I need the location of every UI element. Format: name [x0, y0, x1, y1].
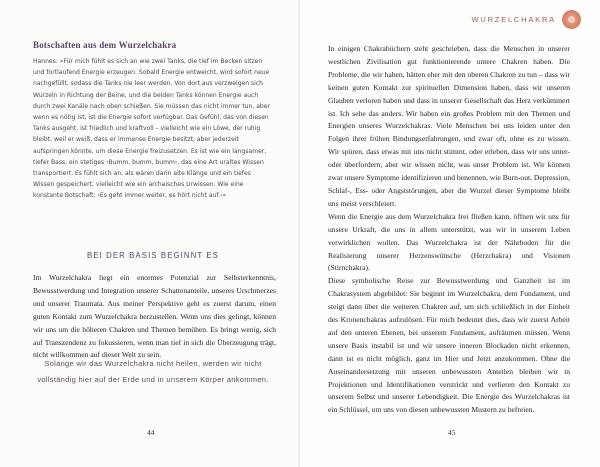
right-paragraph-1: In einigen Chakrabüchern steht geschrieben, dass die Menschen in unserer westlichen Zivilisation gut funktionierende untere Chakren haben. Die Probleme, die wir haben, hätten eher mit den oberen Chakren zu tun – dass wir keinen guten Kontakt zur spirituellen Dimension haben, dass wir unseren Glauben verloren haben und dass in unserer Gesellschaft das Herz verkümmert ist. Ich sehe das anders. Wir haben ein großes Problem mit den Themen und Energien unseres Wurzelchakras. Viele Menschen bei uns leiden unter den Folgen ihrer frühen Bindungserfahrungen, und zwar oft, ohne es zu wissen. Wir spüren, dass etwas mit uns nicht stimmt, oder erleben, dass wir uns unter- oder überfordern, aber wir wissen nicht, was unser Problem ist. Wir können zwar unsere Symptome identifizieren und benennen, wie Burn-out, Depression, Schlaf-, Ess- oder Angststörungen, aber die Wurzel dieser Symptome bleibt uns meist verschleiert. — [328, 44, 570, 208]
right-body-text — [328, 43, 570, 417]
section-title: Botschaften aus dem Wurzelchakra — [33, 40, 177, 50]
channeled-text: Hannes: »Für mich fühlt es sich an wie zwei Tanks, die tief im Becken sitzen und fortlaufend Energie erzeugen. Sobald Energie entweicht, wird sofort neue nachgefüllt, sodass die Tanks nie leer werden. Von dort aus verzweigen sich Wurzeln in Richtung der Beine, und die beiden Tanks können Energie auch durch zwei Kanäle nach oben schießen. Sie müssen das nicht immer tun, aber wenn es nötig ist, ist die Energie sofort verfügbar. Das Gefühl, das von diesen Tanks ausgeht, ist friedlich und kraftvoll – vielleicht wie ein Löwe, der ruhig bleibt, weil er weiß, dass er immense Energie besitzt, aber jederzeit aufspringen könnte, um diese Energie freizusetzen. Es ist wie ein langsamer, tiefer Bass, ein stetiges ›Bumm, bumm, bumm‹, das eine Art uraltes Wissen transportiert. Es fühlt sich an, als wären darin alte Klänge und ein tiefes Wissen gespeichert, vielleicht wie ein archaisches Urwissen. Wie eine konstante Botschaft: ›Es geht immer weiter, es hört nicht auf.‹« — [33, 58, 270, 200]
page-number-left: 44 — [147, 428, 155, 437]
right-paragraph-2: Wenn die Energie aus dem Wurzelchakra frei fließen kann, öffnen wir uns für unsere Urkraft, die uns in allem unterstützt, was wir in unserem Leben verwirklichen wollen. Das Wurzelchakra ist der Nährboden für die Realisierung unserer Herzenswünsche (Herzchakra) und Visionen (Stirnchakra). — [328, 211, 570, 273]
pull-quote: Solange wir das Wurzelchakra nicht heilen, werden wir nicht vollständig hier auf der Erde und in unserem Körper ankommen. — [37, 359, 269, 384]
sun-circle-icon — [562, 10, 581, 29]
sun-core — [568, 16, 575, 23]
sub-heading: BEI DER BASIS BEGINNT ES — [87, 251, 219, 260]
channeled-message — [33, 56, 273, 202]
page-number-right: 45 — [448, 428, 456, 437]
right-paragraph-3: Diese symbolische Reise zur Bewusstwerdung und Ganzheit ist im Chakrasystem abgebildet: Sie beginnt im Wurzelchakra, dem Fundament, und steigt dann über die weiteren Chakren auf, um sich schließlich in der Einheit des Kronenchakras aufzulösen. Für mich bedeutet dies, dass wir zuerst Arbeit auf den unteren Ebenen, bei unserem Fundament, aufräumen müssen. Wenn unsere Basis instabil ist und wir unsere inneren Blockaden nicht erkennen, dann ist es nicht möglich, ganz im Hier und Jetzt anzukommen. Ohne die Auseinandersetzung mit unseren unbewussten Anteilen bleiben wir in Projektionen und Identifikationen verstrickt und verlieren den Kontakt zu unserem Selbst und unserer Lebendigkeit. Die Energie des Wurzelchakras ist ein Schlüssel, um uns von diesen unbewussten Mustern zu befreien. — [328, 276, 570, 415]
left-body-text: Im Wurzelchakra liegt ein enormes Potenzial zur Selbsterkenntnis, Bewusstwerdung und Integration unserer Schattenanteile, unseres Urschmerzes und unserer Traumata. Aus meiner Perspektive geht es zuerst darum, einen guten Kontakt zum Wurzelchakra herzustellen. Wenn uns dies gelingt, können wir uns um die höheren Chakren und Themen bemühen. Es bringt wenig, sich auf Transzendenz zu fokussieren, wenn man tief in sich die Überzeugung trägt, nicht willkommen auf dieser Welt zu sein. — [33, 273, 276, 360]
running-header: WURZELCHAKRA — [471, 15, 556, 24]
